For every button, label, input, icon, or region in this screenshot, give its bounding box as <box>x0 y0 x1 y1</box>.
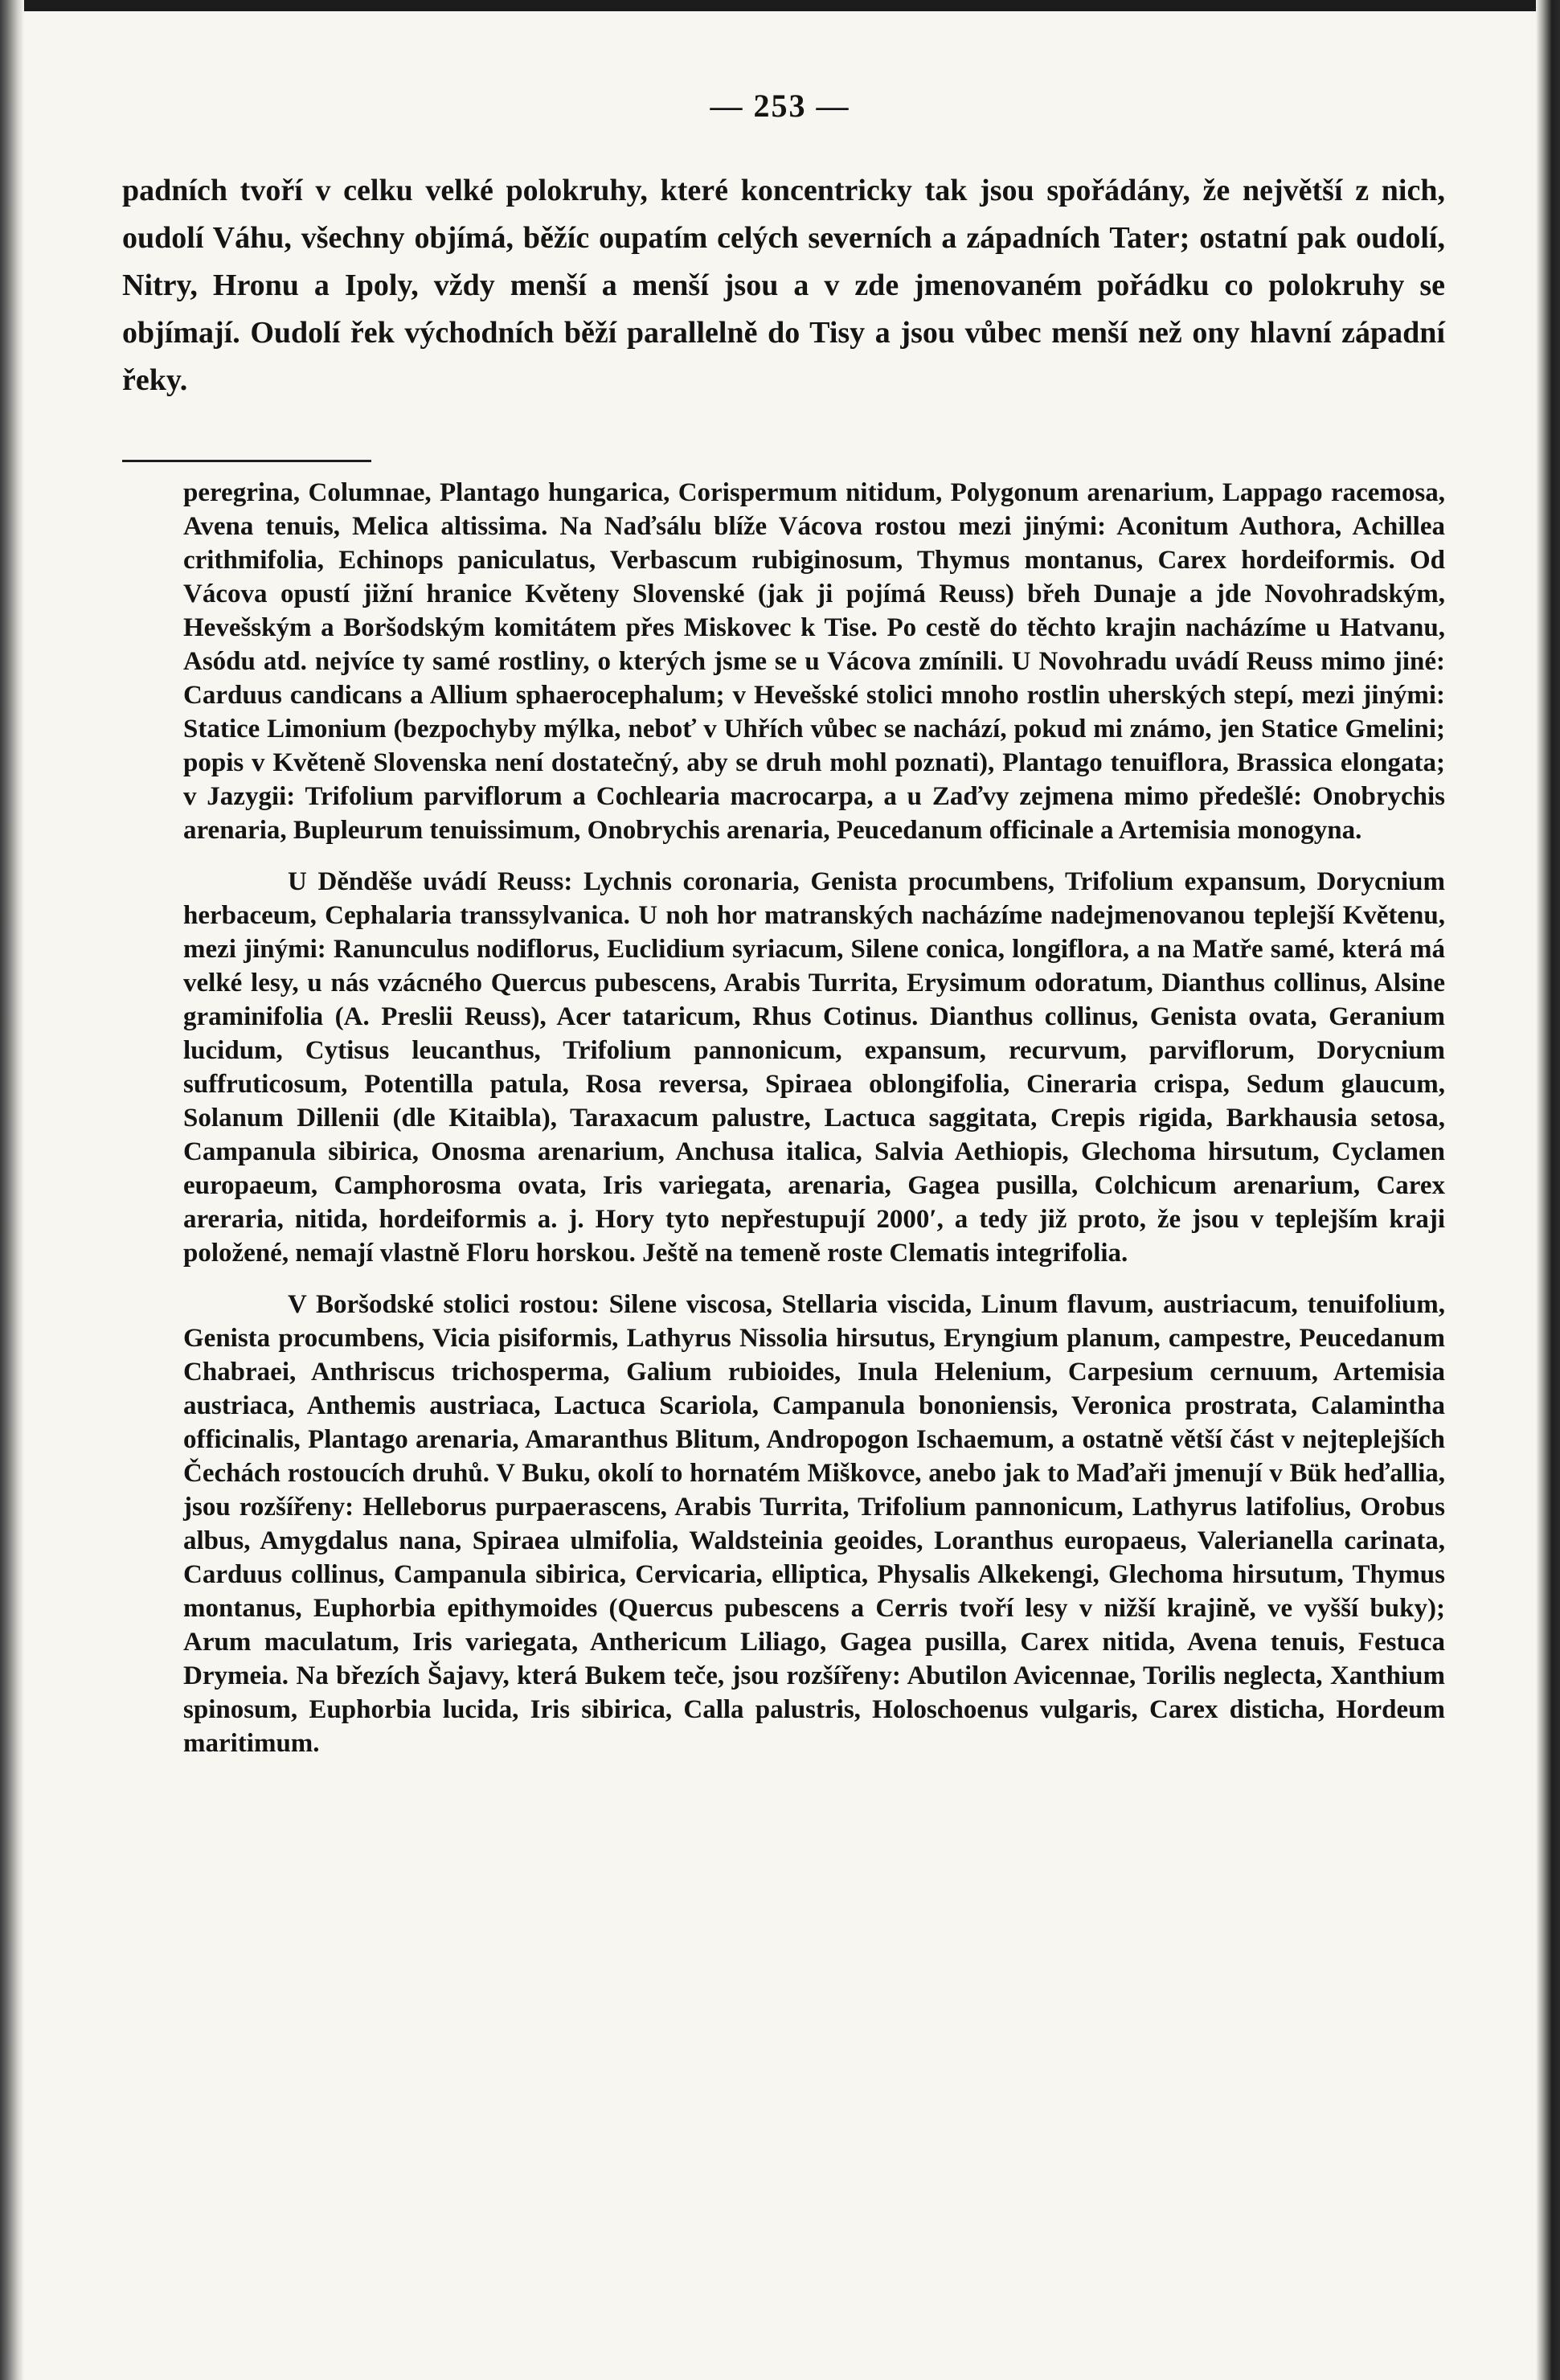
footnote-divider <box>122 460 371 462</box>
footnote-paragraph-1: peregrina, Columnae, Plantago hungarica, Corispermum nitidum, Polygonum arenarium, Lappago racemosa, Avena tenuis, Melica altissima. Na Naďsálu blíže Vácova rostou mezi jinými: Aconitum Authora, Achillea crithmifolia, Echinops paniculatus, Verbascum rubiginosum, Thymus montanus, Carex hordeiformis. Od Vácova opustí jižní hranice Květeny Slovenské (jak ji pojímá Reuss) břeh Dunaje a jde Novohradským, Hevešským a Boršodským komitátem přes Miskovec k Tise. Po cestě do těchto krajin nacházíme u Hatvanu, Asódu atd. nejvíce ty samé rostliny, o kterých jsme se u Vácova zmínili. U Novohradu uvádí Reuss mimo jiné: Carduus candicans a Allium sphaerocephalum; v Hevešské stolici mnoho rostlin uherských stepí, mezi jinými: Statice Limonium (bezpochyby mýlka, neboť v Uhřích vůbec se nachází, pokud mi známo, jen Statice Gmelini; popis v Květeně Slovenska není dostatečný, aby se druh mohl poznati), Plantago tenuiflora, Brassica elongata; v Jazygii: Trifolium parviflorum a Cochlearia macrocarpa, a u Zaďvy zejmena mimo předešlé: Onobrychis arenaria, Bupleurum tenuissimum, Onobrychis arenaria, Peucedanum officinale a Artemisia monogyna. <box>183 478 1445 845</box>
footnote-paragraph-3: V Boršodské stolici rostou: Silene viscosa, Stellaria viscida, Linum flavum, austriacum, tenuifolium, Genista procumbens, Vicia pisiformis, Lathyrus Nissolia hirsutus, Eryngium planum, campestre, Peucedanum Chabraei, Anthriscus trichosperma, Galium rubioides, Inula Helenium, Carpesium cernuum, Artemisia austriaca, Anthemis austriaca, Lactuca Scariola, Campanula bononiensis, Veronica prostrata, Calamintha officinalis, Plantago arenaria, Amaranthus Blitum, Andropogon Ischaemum, a ostatně větší část v nejteplejších Čechách rostoucích druhů. V Buku, okolí to hornatém Miškovce, anebo jak to Maďaři jmenují v Bük heďallia, jsou rozšířeny: Helleborus purpaerascens, Arabis Turrita, Trifolium pannonicum, Lathyrus latifolius, Orobus albus, Amygdalus nana, Spiraea ulmifolia, Waldsteinia geoides, Loranthus europaeus, Valerianella carinata, Carduus collinus, Campanula sibirica, Cervicaria, elliptica, Physalis Alkekengi, Glechoma hirsutum, Thymus montanus, Euphorbia epithymoides (Quercus pubescens a Cerris tvoří lesy v nižší krajině, ve vyšší buky); Arum maculatum, Iris variegata, Anthericum Liliago, Gagea pusilla, Carex nitida, Avena tenuis, Festuca Drymeia. Na březích Šajavy, která Bukem teče, jsou rozšířeny: Abutilon Avicennae, Torilis neglecta, Xanthium spinosum, Euphorbia lucida, Iris sibirica, Calla palustris, Holoschoenus vulgaris, Carex disticha, Hordeum maritimum. <box>183 1290 1445 1758</box>
scan-edge-right <box>1536 0 1560 2380</box>
scan-edge-top <box>0 0 1560 11</box>
footnote-paragraph-2: U Děnděše uvádí Reuss: Lychnis coronaria, Genista procumbens, Trifolium expansum, Dorycnium herbaceum, Cephalaria transsylvanica. U noh hor matranských nacházíme nadejmenovanou teplejší Květenu, mezi jinými: Ranunculus nodiflorus, Euclidium syriacum, Silene conica, longiflora, a na Matře samé, která má velké lesy, u nás vzácného Quercus pubescens, Arabis Turrita, Erysimum odoratum, Dianthus collinus, Alsine graminifolia (A. Preslii Reuss), Acer tataricum, Rhus Cotinus. Dianthus collinus, Genista ovata, Geranium lucidum, Cytisus leucanthus, Trifolium pannonicum, expansum, recurvum, parviflorum, Dorycnium suffruticosum, Potentilla patula, Rosa reversa, Spiraea oblongifolia, Cineraria crispa, Sedum glaucum, Solanum Dillenii (dle Kitaibla), Taraxacum palustre, Lactuca saggitata, Crepis rigida, Barkhausia setosa, Campanula sibirica, Onosma arenarium, Anchusa italica, Salvia Aethiopis, Glechoma hirsutum, Cyclamen europaeum, Camphorosma ovata, Iris variegata, arenaria, Gagea pusilla, Colchicum arenarium, Carex areraria, nitida, hordeiformis a. j. Hory tyto nepřestupují 2000′, a tedy již proto, že jsou v teplejším kraji položené, nemají vlastně Floru horskou. Ještě na temeně roste Clematis integrifolia. <box>183 867 1445 1268</box>
page-number: — 253 — <box>710 88 850 124</box>
intro-paragraph: padních tvoří v celku velké polokruhy, které koncentricky tak jsou spořádány, že největší z nich, oudolí Váhu, všechny objímá, běžíc oupatím celých severních a západních Tater; ostatní pak oudolí, Nitry, Hronu a Ipoly, vždy menší a menší jsou a v zde jmenovaném pořádku co polokruhy se objímají. Oudolí řek východních běží parallelně do Tisy a jsou vůbec menší než ony hlavní západní řeky. <box>122 174 1445 397</box>
footnote-block <box>183 476 1445 1760</box>
scan-edge-left <box>0 0 24 2380</box>
